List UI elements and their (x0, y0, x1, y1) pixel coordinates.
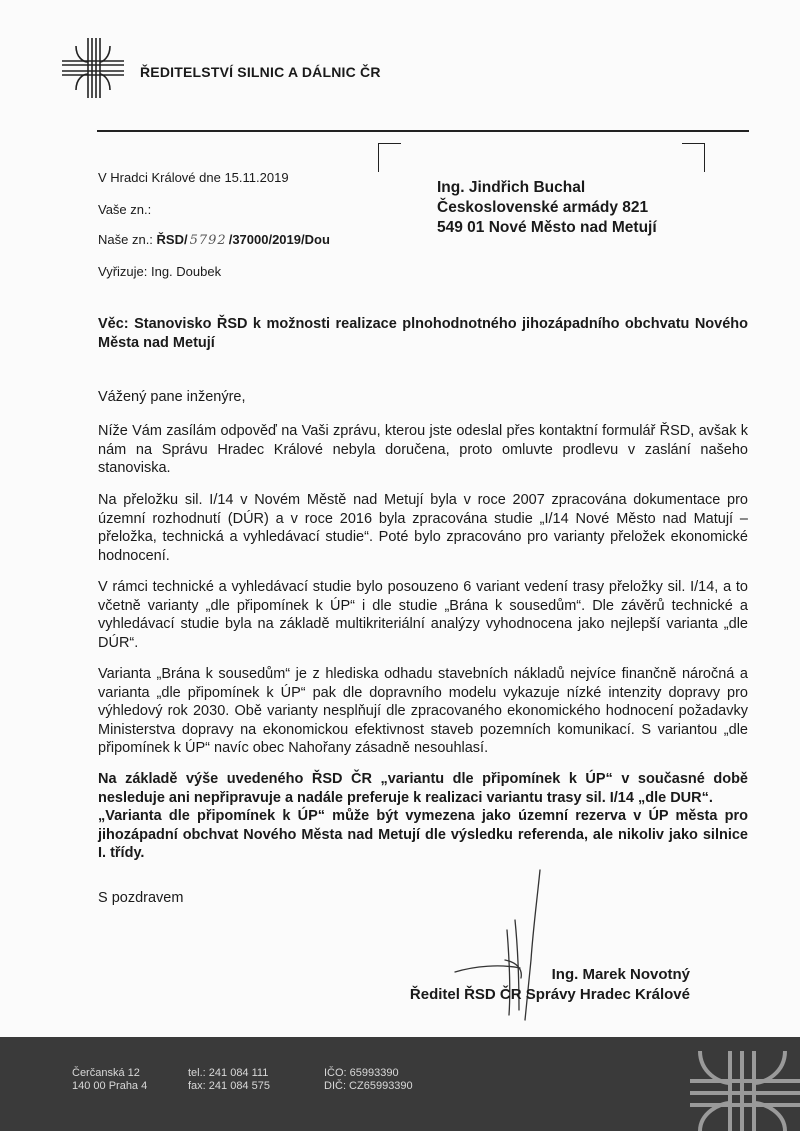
place-date: V Hradci Králové dne 15.11.2019 (98, 170, 289, 185)
our-reference-label: Naše zn.: (98, 232, 153, 247)
address-window-corner-right (682, 143, 705, 172)
footer (0, 1037, 800, 1131)
recipient-address (437, 178, 657, 238)
paragraph-4: Varianta „Brána k sousedům“ je z hlediska odhadu stavebních nákladů nejvíce finančně náročná a varianta „dle připomínek k ÚP“ pak dle dopravního modelu vykazuje nízké intenzity dopravy pro výhledový rok 2030. Obě varianty nesplňují dle zpracovaného ekonomického hodnocení požadavky Ministerstva dopravy na ekonomickou efektivnost staveb pozemních komunikací. S variantou „dle připomínek k ÚP“ navíc obec Nahořany zásadně nesouhlasí. (98, 666, 748, 756)
paragraph-3: V rámci technické a vyhledávací studie bylo posouzeno 6 variant vedení trasy přeložky sil. I/14, a to včetně varianty „dle připomínek k ÚP“ i dle studie „Brána k sousedům“. Dle závěrů technické a vyhledávací studie byla na základě multikriteriální analýzy vyhodnocena jako nejlepší varianta „dle DÚR“. (98, 579, 748, 651)
signer-title: Ředitel ŘSD ČR Správy Hradec Králové (409, 986, 690, 1003)
highway-interchange-icon (62, 38, 124, 98)
recipient-city: 549 01 Nové Město nad Metují (437, 219, 657, 236)
address-window-corner-left (378, 143, 401, 172)
footer-fax: fax: 241 084 575 (188, 1080, 270, 1092)
recipient-street: Československé armády 821 (437, 199, 649, 216)
footer-ids (324, 1067, 413, 1093)
signer-block (370, 965, 690, 1005)
signer-name: Ing. Marek Novotný (551, 966, 690, 983)
organization-name: ŘEDITELSTVÍ SILNIC A DÁLNIC ČR (140, 64, 381, 80)
handled-by: Vyřizuje: Ing. Doubek (98, 264, 222, 279)
footer-address-line2: 140 00 Praha 4 (72, 1080, 148, 1092)
header-divider (97, 130, 749, 132)
footer-ico: IČO: 65993390 (324, 1067, 399, 1079)
our-reference-prefix: ŘSD/ (156, 232, 188, 247)
our-reference-handwritten: 5792 (189, 233, 227, 248)
footer-tel: tel.: 241 084 111 (188, 1067, 269, 1079)
footer-dic: DIČ: CZ65993390 (324, 1080, 413, 1092)
paragraph-1: Níže Vám zasílám odpověď na Vaši zprávu, kterou jste odeslal přes kontaktní formulář ŘSD, avšak k nám na Správu Hradec Králové nebyla doručena, proto omluvte prodlevu v zaslání našeho stanoviska. (98, 423, 748, 476)
footer-highway-logo-icon (690, 1051, 800, 1131)
recipient-name: Ing. Jindřich Buchal (437, 179, 586, 196)
your-reference: Vaše zn.: (98, 202, 152, 217)
footer-phone (188, 1067, 270, 1093)
our-reference-suffix: /37000/2019/Dou (228, 232, 330, 247)
closing: S pozdravem (98, 890, 184, 906)
salutation: Vážený pane inženýre, (98, 389, 246, 405)
our-reference (98, 232, 330, 248)
conclusion-2: „Varianta dle připomínek k ÚP“ může být vymezena jako územní rezerva v ÚP města pro jihozápadní obchvat Nového Města nad Metují dle výsledku referenda, ale nikoliv jako silnice I. třídy. (98, 808, 748, 861)
footer-address (72, 1067, 147, 1093)
subject-line: Věc: Stanovisko ŘSD k možnosti realizace plnohodnotného jihozápadního obchvatu Nového Města nad Metují (98, 316, 748, 351)
footer-address-line1: Čerčanská 12 (72, 1067, 140, 1079)
conclusion-1: Na základě výše uvedeného ŘSD ČR „variantu dle připomínek k ÚP“ v současné době nesleduje ani nepřipravuje a nadále preferuje k realizaci variantu trasy sil. I/14 „dle DUR“. (98, 771, 748, 806)
paragraph-2: Na přeložku sil. I/14 v Novém Městě nad Metují byla v roce 2007 zpracována dokumentace pro územní rozhodnutí (DÚR) a v roce 2016 byla zpracována studie „I/14 Nové Město nad Matují – přeložka, technická a vyhledávací studie“. Poté bylo zpracováno pro varianty přeložek ekonomické hodnocení. (98, 492, 748, 564)
